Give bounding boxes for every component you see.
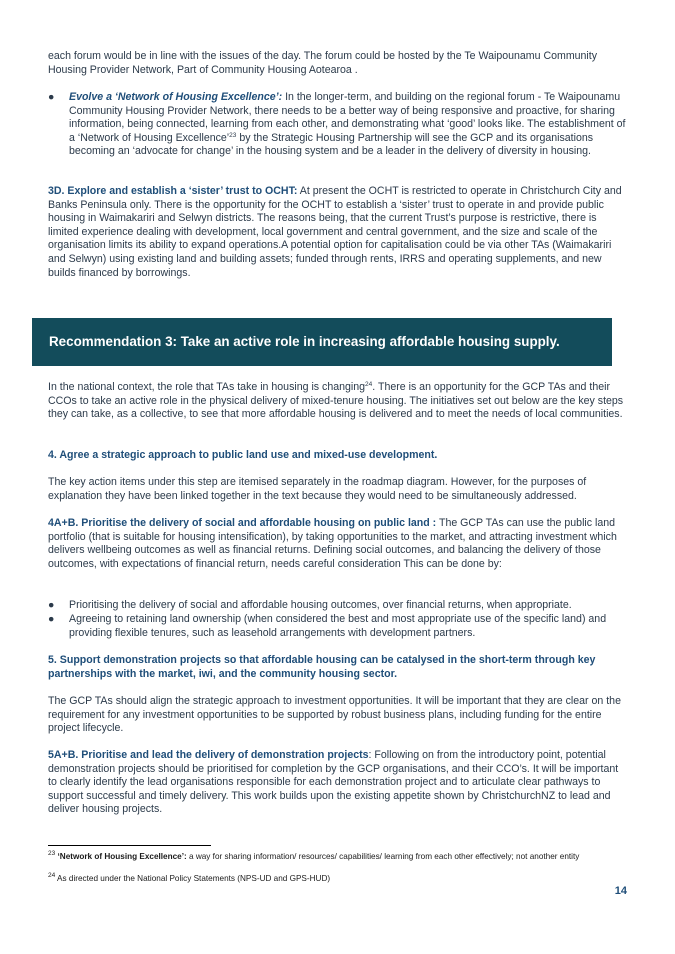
footnote-lead: ‘Network of Housing Excellence’:	[57, 852, 187, 861]
national-text: In the national context, the role that TAs take in housing is changing	[48, 381, 366, 393]
footnote-ref-23: 23	[229, 131, 237, 139]
footnote-number: 23	[48, 850, 56, 857]
heading-step-4: 4. Agree a strategic approach to public land use and mixed-use development.	[48, 449, 438, 461]
paragraph-3d	[48, 185, 628, 280]
bullet-lead: Evolve a ‘Network of Housing Excellence’:	[69, 91, 283, 103]
paragraph-3d-text: At present the OCHT is restricted to operate in Christchurch City and Banks Peninsula only. There is the opportunity for the OCHT to establish a ‘sister’ trust to operate in and provide public housing in Waimakariri and Selwyn districts. The reasons being, that the current Trust’s purpose is restrictive, there is limited experience dealing with development, local government and central government, and the size and scale of the organisation limits its ability to expand operations.A potential option for capitalisation could be via other TAs (Waimakariri and Selwyn) using existing land and building assets; funded through rents, IRRS and operating supplements, and new builds financed by borrowings.	[48, 185, 622, 279]
heading-step-5: 5. Support demonstration projects so that affordable housing can be catalysed in the short-term through key partnerships with the market, iwi, and the community housing sector.	[48, 654, 596, 680]
national-text-cont: . There is an opportunity for the GCP TAs and their CCOs to take an active role in the physical delivery of mixed-tenure housing. The initiatives set out below are the key steps they can take, as a collective, to see that more affordable housing is delivered and to meet the needs of local communities.	[48, 381, 624, 421]
page-number: 14	[614, 885, 627, 897]
bullet-marker: ●	[48, 91, 55, 103]
paragraph-4ab	[48, 517, 628, 571]
footnote-text: As directed under the National Policy Statements (NPS-UD and GPS-HUD)	[55, 874, 331, 883]
footnote-divider	[48, 845, 211, 846]
footnote-text: a way for sharing information/ resources/ capabilities/ learning from each other effectively; not another entity	[186, 852, 580, 861]
footnote-number: 24	[48, 872, 56, 879]
footnote-24	[48, 874, 628, 884]
paragraph-5ab	[48, 749, 628, 817]
bullet-agreeing	[48, 613, 630, 640]
bullet-text: Prioritising the delivery of social and affordable housing outcomes, over financial returns, when appropriate.	[69, 599, 572, 611]
bullet-text-cont: by the Strategic Housing Partnership will see the GCP and its organisations becoming an ‘advocate for change’ in the housing system and be a leader in the delivery of diversity in housing.	[69, 131, 594, 158]
bullet-marker: ●	[48, 613, 55, 625]
footnote-ref-24: 24	[365, 381, 373, 388]
paragraph-key-action: The key action items under this step are itemised separately in the roadmap diagram. However, for the purposes of explanation they have been linked together in the text because they would need to be simultaneously addressed.	[48, 476, 587, 502]
bullet-text: In the longer-term, and building on the regional forum - Te Waipounamu Community Housing Provider Network, there needs to be a better way of being responsive and proactive, for sharing information, being connected, learning from each other, and demonstrating what ‘good’ looks like. The establishment of a ‘Network of Housing Excellence’	[69, 91, 626, 144]
paragraph-5ab-lead: 5A+B. Prioritise and lead the delivery of demonstration projects	[48, 749, 369, 761]
bullet-text: Agreeing to retaining land ownership (when considered the best and most appropriate use of the specific land) and providing flexible tenures, such as leasehold arrangements with development partners.	[69, 613, 607, 639]
paragraph-forum-continued: each forum would be in line with the issues of the day. The forum could be hosted by the Te Waipounamu Community Housing Provider Network, Part of Community Housing Aotearoa .	[48, 50, 598, 76]
paragraph-3d-lead: 3D. Explore and establish a ‘sister’ trust to OCHT:	[48, 185, 298, 197]
paragraph-gcp-align: The GCP TAs should align the strategic approach to investment opportunities. It will be important that they are clear on the requirement for any investment opportunities to be supported by robust business plans, including funding for the entire project lifecycle.	[48, 695, 621, 735]
paragraph-4ab-lead: 4A+B. Prioritise the delivery of social and affordable housing on public land :	[48, 517, 437, 529]
bullet-network-excellence	[48, 91, 630, 159]
bullet-marker: ●	[48, 599, 55, 611]
recommendation-banner	[32, 318, 612, 366]
recommendation-title: Recommendation 3: Take an active role in increasing affordable housing supply.	[49, 334, 560, 349]
paragraph-national-context	[48, 381, 628, 422]
paragraph-4ab-text: The GCP TAs can use the public land portfolio (that is suitable for housing intensification), by taking opportunities to the market, and attracting investment which delivers wellbeing outcomes as well as financial returns. Defining social outcomes, and balancing the delivery of those outcomes, with expectations of financial return, needs careful consideration This can be done by:	[48, 517, 617, 570]
footnote-23	[48, 852, 628, 862]
paragraph-5ab-text: : Following on from the introductory point, potential demonstration projects should be prioritised for completion by the GCP organisations, and their CCO’s. It will be important to clearly identify the lead organisations responsible for each demonstration project and to articulate clear pathways to support successful and timely delivery. This work builds upon the existing appetite shown by ChristchurchNZ to lead and deliver housing projects.	[48, 749, 619, 816]
bullet-prioritising	[48, 599, 630, 613]
